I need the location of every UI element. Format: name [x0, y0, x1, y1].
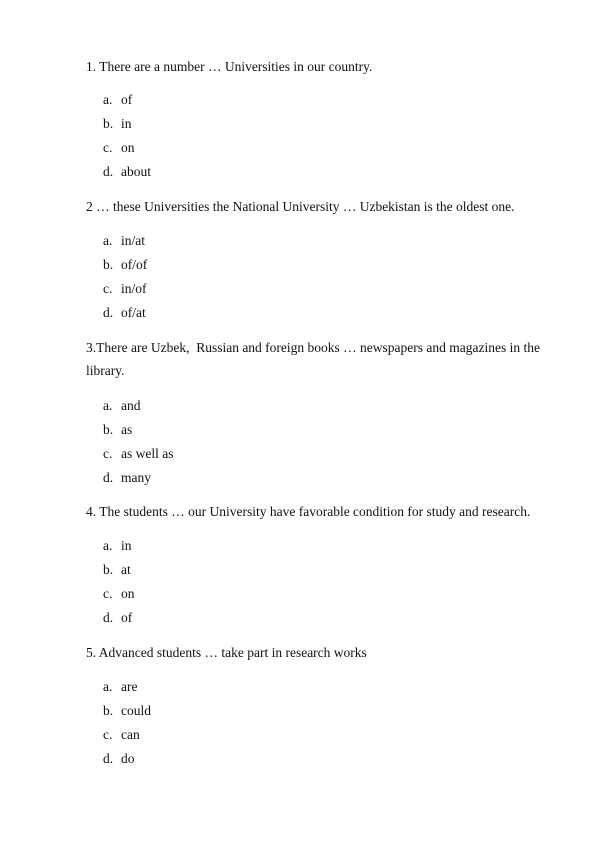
- option-letter: a.: [103, 398, 113, 413]
- option-letter: b.: [103, 562, 114, 577]
- question-4-options: [103, 534, 135, 630]
- option-letter: b.: [103, 703, 114, 718]
- question-4: 4. The students … our University have favorable condition for study and research.: [86, 504, 531, 519]
- option-text: of: [121, 92, 133, 107]
- option-4b: [103, 558, 135, 582]
- question-3-options: [103, 394, 173, 490]
- question-5: 5. Advanced students … take part in research works: [86, 645, 367, 660]
- option-text: and: [121, 398, 141, 413]
- option-3d: [103, 466, 173, 490]
- option-1d: [103, 160, 151, 184]
- option-letter: c.: [103, 586, 113, 601]
- option-letter: d.: [103, 610, 114, 625]
- option-2a: [103, 229, 147, 253]
- option-4d: [103, 606, 135, 630]
- option-text: on: [121, 140, 135, 155]
- option-letter: c.: [103, 727, 113, 742]
- option-letter: d.: [103, 305, 114, 320]
- option-1a: [103, 88, 151, 112]
- option-3b: [103, 418, 173, 442]
- option-letter: c.: [103, 140, 113, 155]
- option-1b: [103, 112, 151, 136]
- option-text: of: [121, 610, 133, 625]
- option-2d: [103, 301, 147, 325]
- option-1c: [103, 136, 151, 160]
- option-letter: b.: [103, 116, 114, 131]
- option-letter: d.: [103, 470, 114, 485]
- option-text: many: [121, 470, 151, 485]
- option-text: in: [121, 116, 132, 131]
- option-letter: d.: [103, 164, 114, 179]
- option-5a: [103, 675, 151, 699]
- question-2: 2 … these Universities the National University … Uzbekistan is the oldest one.: [86, 199, 515, 214]
- option-5d: [103, 747, 151, 771]
- option-2b: [103, 253, 147, 277]
- question-5-options: [103, 675, 151, 771]
- option-text: in: [121, 538, 132, 553]
- question-2-options: [103, 229, 147, 325]
- option-text: in/of: [121, 281, 147, 296]
- option-letter: a.: [103, 538, 113, 553]
- option-text: as well as: [121, 446, 174, 461]
- option-text: about: [121, 164, 151, 179]
- option-5b: [103, 699, 151, 723]
- option-letter: b.: [103, 257, 114, 272]
- option-text: can: [121, 727, 140, 742]
- option-text: do: [121, 751, 135, 766]
- option-4a: [103, 534, 135, 558]
- option-letter: d.: [103, 751, 114, 766]
- question-3: 3.There are Uzbek, Russian and foreign books … newspapers and magazines in the library.: [86, 340, 544, 378]
- question-1: 1. There are a number … Universities in our country.: [86, 59, 373, 74]
- option-letter: c.: [103, 446, 113, 461]
- option-text: as: [121, 422, 133, 437]
- option-text: on: [121, 586, 135, 601]
- option-text: of/of: [121, 257, 148, 272]
- option-2c: [103, 277, 147, 301]
- option-3a: [103, 394, 173, 418]
- option-letter: c.: [103, 281, 113, 296]
- option-letter: b.: [103, 422, 114, 437]
- option-text: of/at: [121, 305, 146, 320]
- option-text: in/at: [121, 233, 145, 248]
- option-text: could: [121, 703, 151, 718]
- question-1-options: [103, 88, 151, 184]
- option-text: are: [121, 679, 138, 694]
- option-3c: [103, 442, 173, 466]
- option-5c: [103, 723, 151, 747]
- option-letter: a.: [103, 92, 113, 107]
- option-4c: [103, 582, 135, 606]
- option-letter: a.: [103, 233, 113, 248]
- option-letter: a.: [103, 679, 113, 694]
- option-text: at: [121, 562, 131, 577]
